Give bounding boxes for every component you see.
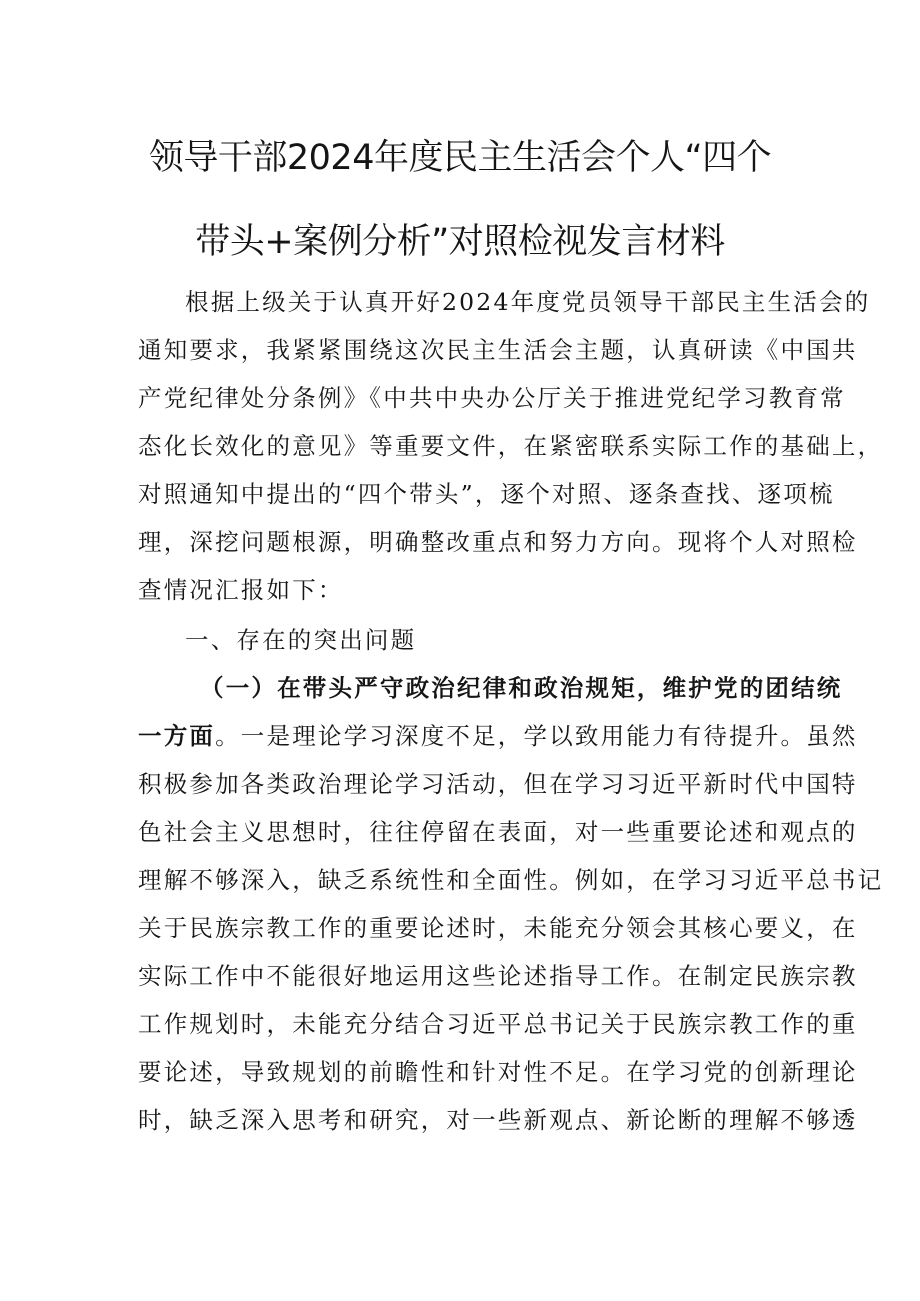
subsection-heading-end: 一方面 [138, 722, 216, 750]
body-line-5: 实际工作中不能很好地运用这些论述指导工作。在制定民族宗教 [138, 962, 858, 990]
body-line-4: 关于民族宗教工作的重要论述时，未能充分领会其核心要义，在 [138, 914, 858, 942]
document-title-line-1: 领导干部2024年度民主生活会个人“四个 [148, 138, 772, 178]
intro-line-7: 查情况汇报如下： [138, 576, 344, 604]
body-line-7: 要论述，导致规划的前瞻性和针对性不足。在学习党的创新理论 [138, 1058, 858, 1086]
intro-line-5: 对照通知中提出的“四个带头”，逐个对照、逐条查找、逐项梳 [138, 480, 835, 508]
section-heading: 一、存在的突出问题 [185, 626, 417, 654]
body-line-8: 时，缺乏深入思考和研究，对一些新观点、新论断的理解不够透 [138, 1106, 858, 1134]
document-title-line-2: 带头+案例分析”对照检视发言材料 [195, 222, 725, 262]
intro-line-2: 通知要求，我紧紧围绕这次民主生活会主题，认真研读《中国共 [138, 336, 858, 364]
subsection-heading-line-2 [138, 721, 858, 751]
subsection-body-start: 。一是理论学习深度不足，学以致用能力有待提升。虽然 [215, 722, 858, 750]
intro-line-6: 理，深挖问题根源，明确整改重点和努力方向。现将个人对照检 [138, 528, 858, 556]
body-line-6: 工作规划时，未能充分结合习近平总书记关于民族宗教工作的重 [138, 1010, 858, 1038]
body-line-2: 色社会主义思想时，往往停留在表面，对一些重要论述和观点的 [138, 818, 858, 846]
body-line-3: 理解不够深入，缺乏系统性和全面性。例如，在学习习近平总书记 [138, 866, 884, 894]
intro-line-3: 产党纪律处分条例》《中共中央办公厅关于推进党纪学习教育常 [138, 384, 846, 412]
body-line-1: 积极参加各类政治理论学习活动，但在学习习近平新时代中国特 [138, 770, 858, 798]
subsection-heading-line-1: （一）在带头严守政治纪律和政治规矩，维护党的团结统 [200, 674, 843, 702]
intro-line-4: 态化长效化的意见》等重要文件，在紧密联系实际工作的基础上， [138, 432, 884, 460]
intro-line-1: 根据上级关于认真开好2024年度党员领导干部民主生活会的 [185, 288, 871, 316]
